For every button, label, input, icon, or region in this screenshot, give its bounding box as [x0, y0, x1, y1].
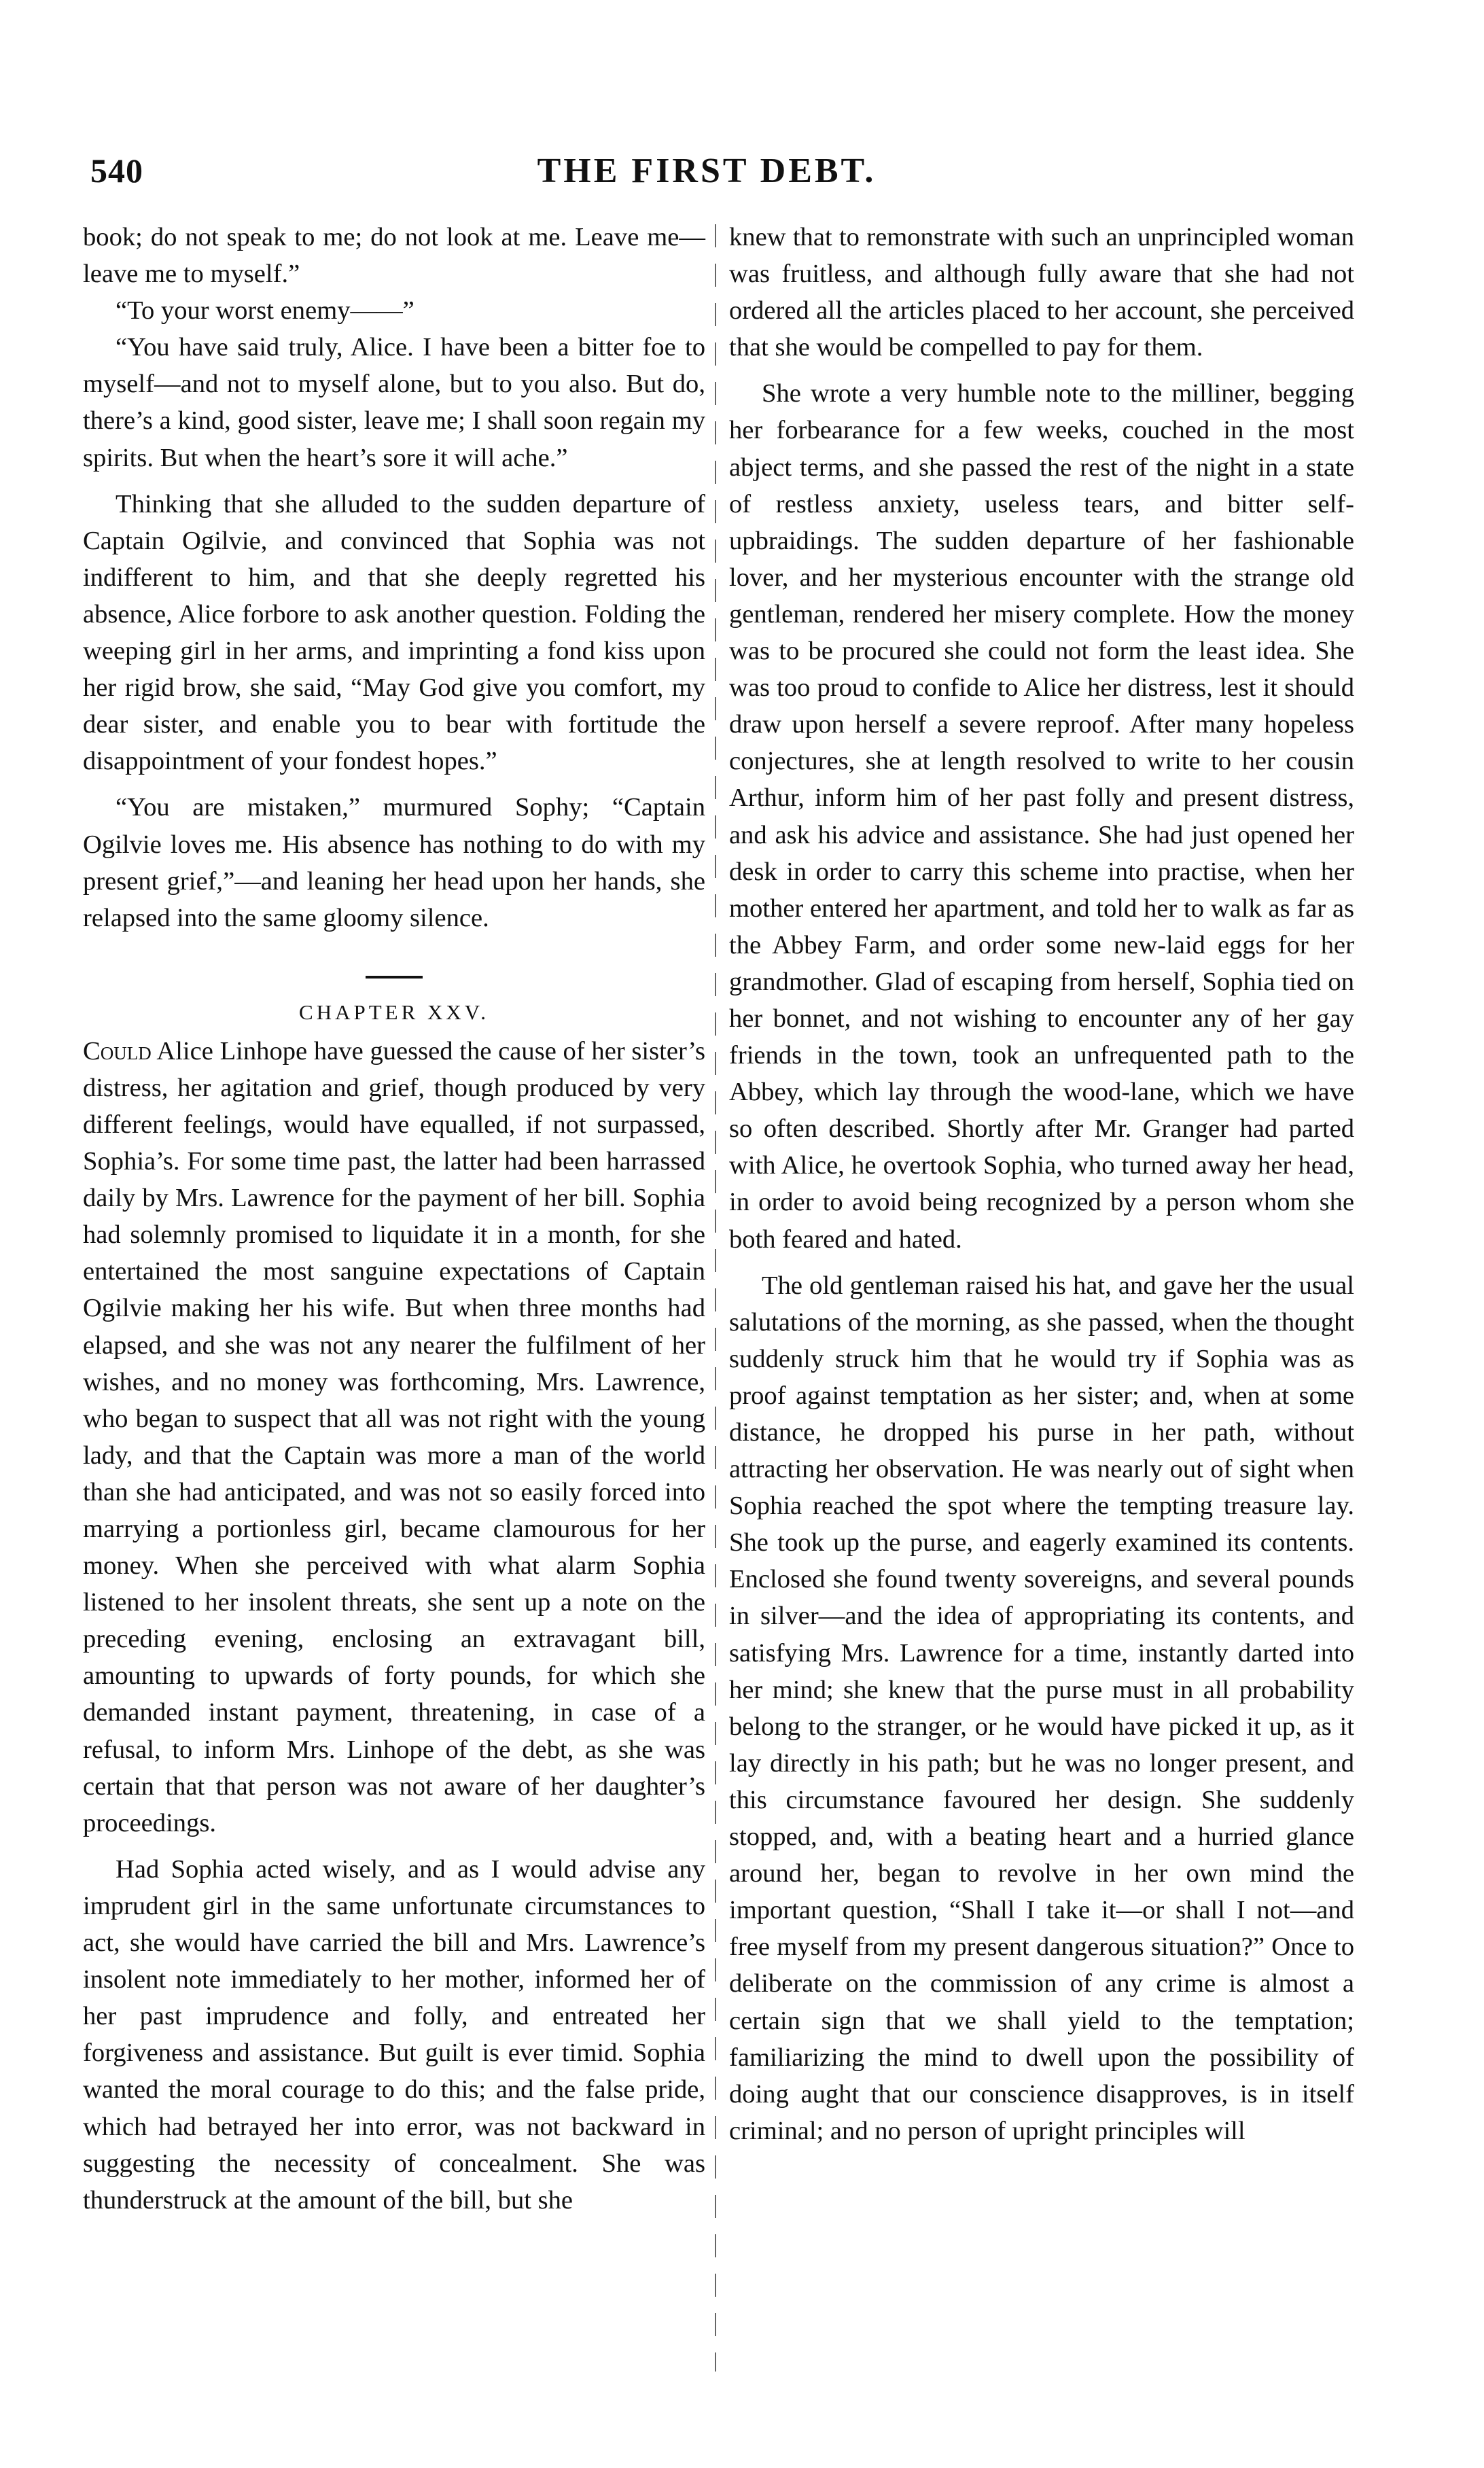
paragraph: “You have said truly, Alice. I have been a bitter foe to myself—and not to myself alone, but to you also. But do, there’s a kind, good sister, leave me; I shall soon regain my spirits. But when the heart’s sore it will ache.”	[83, 333, 705, 472]
column-rule	[715, 224, 716, 2372]
right-column	[729, 219, 1354, 2149]
page-number: 540	[90, 152, 143, 190]
paragraph: She wrote a very humble note to the milliner, begging her forbearance for a few weeks, couched in the most abject terms, and she passed the rest of the night in a state of restless anxiety, useless tears, and bitter self-upbraidings. The sudden departure of her fashionable lover, and her mysterious encounter with the strange old gentleman, rendered her misery complete. How the money was to be procured she could not form the least idea. She was too proud to confide to Alice her distress, lest it should draw upon herself a severe reproof. After many hopeless conjectures, she at length resolved to write to her cousin Arthur, inform him of her past folly and present distress, and ask his advice and assistance. She had just opened her desk in order to carry this scheme into practise, when her mother entered her apartment, and told her to walk as far as the Abbey Farm, and order some new-laid eggs for her grandmother. Glad of escaping from herself, Sophia tied on her bonnet, and not wishing to encounter any of her gay friends in the town, took an unfrequented path to the Abbey, which lay through the wood-lane, which we have so often described. Shortly after Mr. Granger had parted with Alice, he overtook Sophia, who turned away her head, in order to avoid being recognized by a person whom she both feared and hated.	[729, 379, 1354, 1254]
paragraph-text: Alice Linhope have guessed the cause of her sister’s distress, her agitation and grief, though produced by very different feelings, would have equalled, if not surpassed, Sophia’s. For some time past, the latter had been harrassed daily by Mrs. Lawrence for the payment of her bill. Sophia had solemnly promised to liquidate it in a month, for she entertained the most sanguine expectations of Captain Ogilvie making her his wife. But when three months had elapsed, and she was not any nearer the fulfilment of her wishes, and no money was forthcoming, Mrs. Lawrence, who began to suspect that all was not right with the young lady, and that the Captain was more a man of the world than she had anticipated, and was not so easily forced into marrying a portionless girl, became clamourous for her money. When she perceived with what alarm Sophia listened to her insolent threats, she sent up a note on the preceding evening, enclosing an extravagant bill, amounting to upwards of forty pounds, for which she demanded instant payment, threatening, in case of a refusal, to inform Mrs. Linhope of the debt, as she was certain that that person was not aware of her daughter’s proceedings.	[83, 1036, 705, 1837]
paragraph: “You are mistaken,” murmured Sophy; “Captain Ogilvie loves me. His absence has nothing to do with my present grief,”—and leaning her head upon her hands, she relapsed into the same gloomy silence.	[83, 793, 705, 932]
opening-word: Could	[83, 1036, 152, 1065]
paragraph: book; do not speak to me; do not look at me. Leave me—leave me to myself.”	[83, 223, 705, 289]
chapter-heading: CHAPTER XXV.	[299, 1000, 489, 1024]
paragraph: Had Sophia acted wisely, and as I would advise any imprudent girl in the same unfortunate circumstances to act, she would have carried the bill and Mrs. Lawrence’s insolent note immediately to her mother, informed her of her past imprudence and folly, and entreated her forgiveness and assistance. But guilt is ever timid. Sophia wanted the moral courage to do this; and the false pride, which had betrayed her into error, was not backward in suggesting the necessity of concealment. She was thunderstruck at the amount of the bill, but she	[83, 1854, 705, 2215]
section-divider	[366, 976, 423, 979]
running-title: THE FIRST DEBT.	[537, 152, 877, 190]
page-header	[0, 151, 1484, 205]
paragraph: “To your worst enemy——”	[116, 296, 414, 325]
left-column	[83, 219, 705, 2219]
paragraph: The old gentleman raised his hat, and gave her the usual salutations of the morning, as she passed, when the thought suddenly struck him that he would try if Sophia was as proof against temptation as her sister; and, when at some distance, he dropped his purse in her path, without attracting her observation. He was nearly out of sight when Sophia reached the spot where the tempting treasure lay. She took up the purse, and eagerly examined its contents. Enclosed she found twenty sovereigns, and several pounds in silver—and the idea of appropriating its contents, and satisfying Mrs. Lawrence for a time, instantly darted into her mind; she knew that the purse must in all probability belong to the stranger, or he would have picked it up, as it lay directly in his path; but he was no longer present, and this circumstance favoured her design. She suddenly stopped, and, with a beating heart and a hurried glance around her, began to revolve in her own mind the important question, “Shall I take it—or shall I not—and free myself from my present dangerous situation?” Once to deliberate on the commission of any crime is almost a certain sign that we shall yield to the temptation; familiarizing the mind to dwell upon the possibility of doing aught that our conscience disapproves, is in itself criminal; and no person of upright principles will	[729, 1271, 1354, 2145]
paragraph: Thinking that she alluded to the sudden departure of Captain Ogilvie, and convinced that Sophia was not indifferent to him, and that she deeply regretted his absence, Alice forbore to ask another question. Folding the weeping girl in her arms, and imprinting a fond kiss upon her rigid brow, she said, “May God give you comfort, my dear sister, and enable you to bear with fortitude the disappointment of your fondest hopes.”	[83, 489, 705, 776]
chapter-opening-paragraph	[83, 1033, 705, 1841]
paragraph: knew that to remonstrate with such an unprincipled woman was fruitless, and although fully aware that she had not ordered all the articles placed to her account, she perceived that she would be compelled to pay for them.	[729, 223, 1354, 362]
